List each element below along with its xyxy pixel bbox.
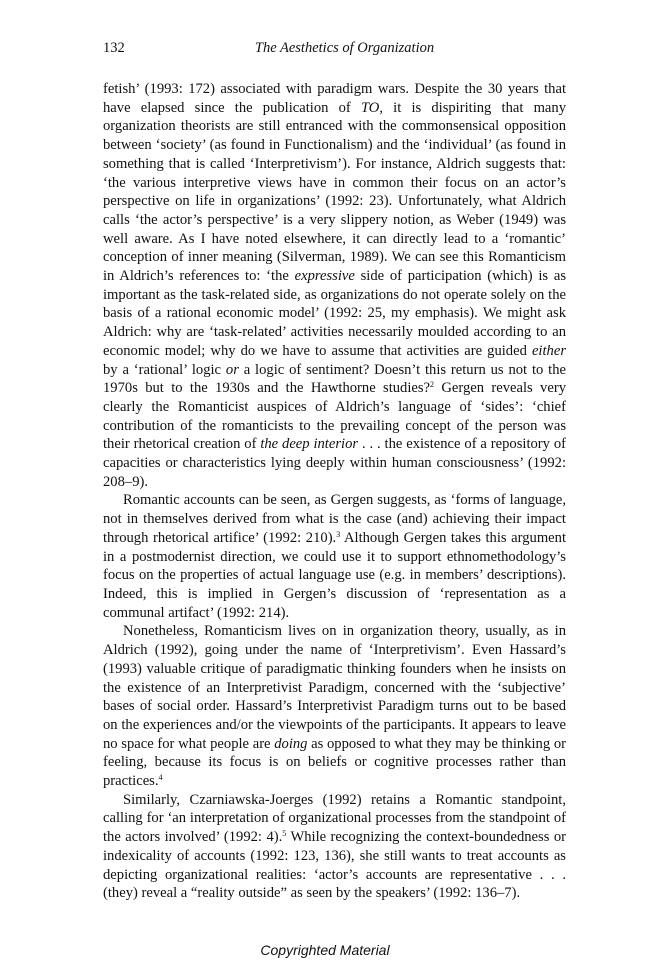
- italic-text: either: [531, 342, 566, 359]
- text-run: While recognizing the context-boundedness or indexicality of accounts (1992: 123, 136), she still wants to treat accounts as depicting organizational realities: ‘actor’s accounts are representative . . . (they) reveal a “reality outside” as seen by the speakers’ (1992: 136–7).: [103, 829, 566, 902]
- footnote-ref: 4: [158, 773, 163, 783]
- copyright-footer: Copyrighted Material: [260, 942, 390, 958]
- text-run: . . . the existence of a repository of capacities or characteristics lying deeply within human consciousness’ (1992: 208–9).: [103, 436, 566, 490]
- text-run: it is dispiriting that many organization theorists are still entranced with the commonsensical opposition between ‘society’ (as found in Functionalism) and the ‘individual’ (as found in something that is called ‘Interpretivism’). For instance, Aldrich suggests that: ‘the various interpretive views have in common their focus on an actor’s perspective on life in organizations’ (1992: 23). Unfortunately, what Aldrich calls ‘the actor’s perspective’ is a very slippery notion, as Weber (1949) was well aware. As I have noted elsewhere, it can directly lead to a ‘romantic’ conception of inner meaning (Silverman, 1989). We can see this Romanticism in Aldrich’s references to: ‘the: [103, 99, 566, 285]
- paragraph: [103, 491, 566, 622]
- text-run: Romantic accounts can be seen, as Gergen suggests, as ‘forms of language, not in themselves derived from what is the case (and) achieving their impact through rhetorical artifice’ (1992: 210).: [103, 492, 566, 546]
- text-run: side of participation (which) is as important as the task-related side, as organizations do not operate solely on the basis of a rational economic model’ (1992: 25, my emphasis). We might ask Aldrich: why are ‘task-related’ activities necessarily moulded according to an economic model; why do we have to assume that activities are guided: [103, 268, 566, 359]
- footnote-ref: 5: [282, 829, 287, 839]
- paragraph: [103, 80, 566, 491]
- italic-text: expressive: [294, 268, 355, 285]
- page-number: 132: [103, 40, 125, 56]
- italic-text: TO,: [360, 99, 383, 116]
- italic-text: doing: [274, 735, 308, 752]
- paragraph: [103, 791, 566, 903]
- italic-text: the deep interior: [260, 436, 359, 453]
- footnote-ref: 2: [430, 380, 435, 390]
- text-run: fetish’ (1993: 172) associated with paradigm wars. Despite the 30 years that have elapsed since the publication of: [103, 81, 566, 116]
- text-run: as opposed to what they may be thinking or feeling, because its focus is on beliefs or cognitive processes rather than practices.: [103, 735, 566, 790]
- text-run: Gergen reveals very clearly the Romanticist auspices of Aldrich’s language of ‘sides’: ‘chief contribution of the romanticists to the prevailing concept of the person was their rhetorical creation of: [103, 380, 566, 453]
- body-text: [103, 80, 566, 903]
- text-run: by a ‘rational’ logic: [103, 361, 226, 378]
- footnote-ref: 3: [336, 529, 341, 539]
- paragraph: [103, 622, 566, 790]
- page-header: [103, 40, 566, 60]
- text-run: a logic of sentiment? Doesn’t this return us not to the 1970s but to the 1930s and the Hawthorne studies?: [103, 361, 566, 397]
- italic-text: or: [225, 361, 239, 378]
- text-run: Similarly, Czarniawska-Joerges (1992) retains a Romantic standpoint, calling for ‘an interpretation of organizational processes from the standpoint of the actors involved’ (1992: 4).: [103, 791, 566, 846]
- text-run: Nonetheless, Romanticism lives on in organization theory, usually, as in Aldrich (1992), going under the name of ‘Interpretivism’. Even Hassard’s (1993) valuable critique of paradigmatic thinking founders when he insists on the existence of an Interpretivist Paradigm, concerned with the ‘subjective’ bases of social order. Hassard’s Interpretivist Paradigm turns out to be based on the experiences and/or the viewpoints of the participants. It appears to leave no space for what people are: [103, 623, 566, 752]
- text-run: Although Gergen takes this argument in a postmodernist direction, we could use it to support ethnomethodology’s focus on the properties of actual language use (e.g. in members’ descriptions). Indeed, this is implied in Gergen’s discussion of ‘representation as a communal artifact’ (1992: 214).: [103, 529, 567, 621]
- running-title: The Aesthetics of Organization: [254, 40, 435, 56]
